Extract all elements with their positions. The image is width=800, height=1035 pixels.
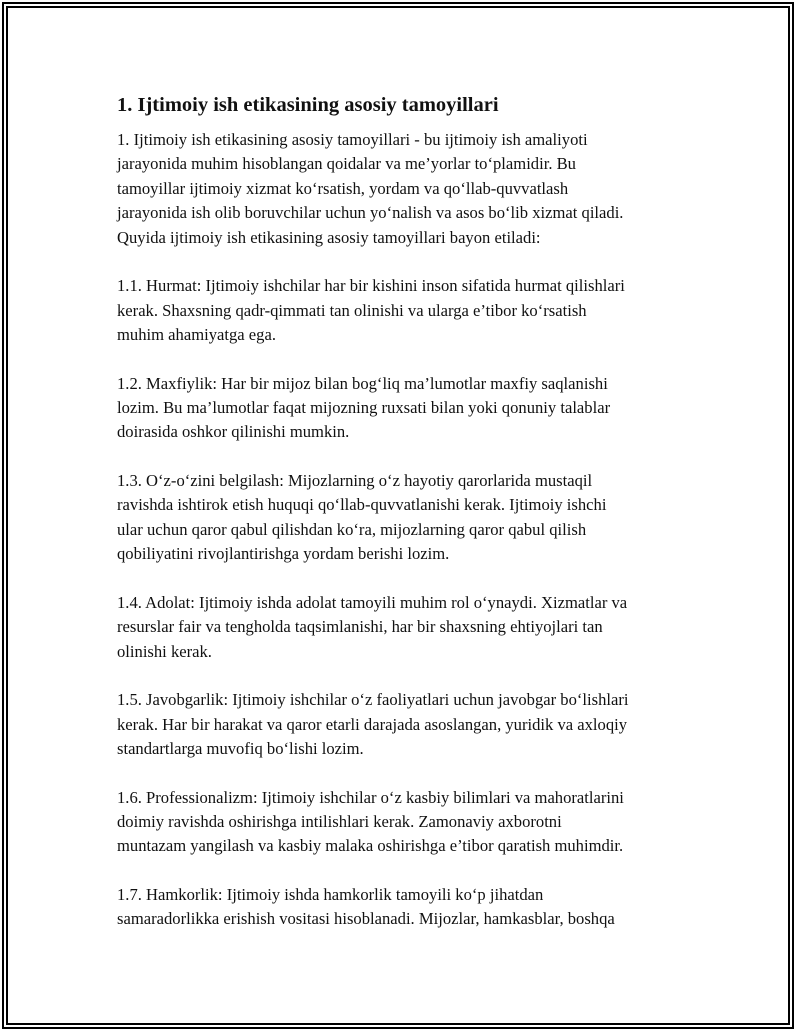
paragraph-hurmat: [117, 274, 693, 347]
text-line: kerak. Shaxsning qadr-qimmati tan olinishi va ularga e’tibor ko‘rsatish: [117, 300, 587, 320]
paragraph-oz-ozini-belgilash: [117, 469, 693, 567]
text-line: olinishi kerak.: [117, 641, 212, 661]
text-line: 1.2. Maxfiylik: Har bir mijoz bilan bog‘liq ma’lumotlar maxfiy saqlanishi: [117, 373, 608, 393]
text-line: 1.6. Professionalizm: Ijtimoiy ishchilar o‘z kasbiy bilimlari va mahoratlarini: [117, 787, 624, 807]
text-line: muhim ahamiyatga ega.: [117, 325, 276, 345]
text-line: resurslar fair va tengholda taqsimlanishi, har bir shaxsning ehtiyojlari tan: [117, 617, 603, 637]
paragraph-hamkorlik: [117, 883, 693, 932]
paragraph-intro: [117, 128, 693, 250]
text-line: qobiliyatini rivojlantirishga yordam berishi lozim.: [117, 544, 450, 564]
text-line: doirasida oshkor qilinishi mumkin.: [117, 422, 350, 442]
document-title: 1. Ijtimoiy ish etikasining asosiy tamoyillari: [117, 94, 499, 116]
text-line: 1. Ijtimoiy ish etikasining asosiy tamoyillari - bu ijtimoiy ish amaliyoti: [117, 130, 588, 149]
paragraph-adolat: [117, 591, 693, 664]
text-line: ravishda ishtirok etish huquqi qo‘llab-quvvatlanishi kerak. Ijtimoiy ishchi: [117, 495, 607, 515]
text-line: jarayonida muhim hisoblangan qoidalar va me’yorlar to‘plamidir. Bu: [117, 154, 576, 174]
text-line: 1.1. Hurmat: Ijtimoiy ishchilar har bir kishini inson sifatida hurmat qilishlari: [117, 276, 625, 296]
text-line: 1.7. Hamkorlik: Ijtimoiy ishda hamkorlik tamoyili ko‘p jihatdan: [117, 885, 544, 905]
text-line: doimiy ravishda oshirishga intilishlari kerak. Zamonaviy axborotni: [117, 812, 562, 832]
text-line: 1.3. O‘z-o‘zini belgilash: Mijozlarning o‘z hayotiy qarorlarida mustaqil: [117, 471, 593, 491]
text-line: Quyida ijtimoiy ish etikasining asosiy tamoyillari bayon etiladi:: [117, 227, 541, 247]
paragraph-javobgarlik: [117, 688, 693, 761]
text-line: 1.4. Adolat: Ijtimoiy ishda adolat tamoyili muhim rol o‘ynaydi. Xizmatlar va: [117, 592, 628, 612]
paragraph-professionalizm: [117, 786, 693, 859]
text-line: tamoyillar ijtimoiy xizmat ko‘rsatish, yordam va qo‘llab-quvvatlash: [117, 178, 569, 198]
text-line: samaradorlikka erishish vositasi hisoblanadi. Mijozlar, hamkasblar, boshqa: [117, 909, 615, 929]
text-line: lozim. Bu ma’lumotlar faqat mijozning ruxsati bilan yoki qonuniy talablar: [117, 398, 611, 418]
text-line: jarayonida ish olib boruvchilar uchun yo‘nalish va asos bo‘lib xizmat qiladi.: [117, 203, 624, 223]
text-line: ular uchun qaror qabul qilishdan ko‘ra, mijozlarning qaror qabul qilish: [117, 519, 587, 539]
text-line: kerak. Har bir harakat va qaror etarli darajada asoslangan, yuridik va axloqiy: [117, 714, 628, 734]
paragraph-maxfiylik: [117, 372, 693, 445]
text-line: standartlarga muvofiq bo‘lishi lozim.: [117, 739, 364, 759]
document-body: [117, 92, 693, 956]
text-line: muntazam yangilash va kasbiy malaka oshirishga e’tibor qaratish muhimdir.: [117, 836, 624, 856]
text-line: 1.5. Javobgarlik: Ijtimoiy ishchilar o‘z faoliyatlari uchun javobgar bo‘lishlari: [117, 690, 629, 710]
